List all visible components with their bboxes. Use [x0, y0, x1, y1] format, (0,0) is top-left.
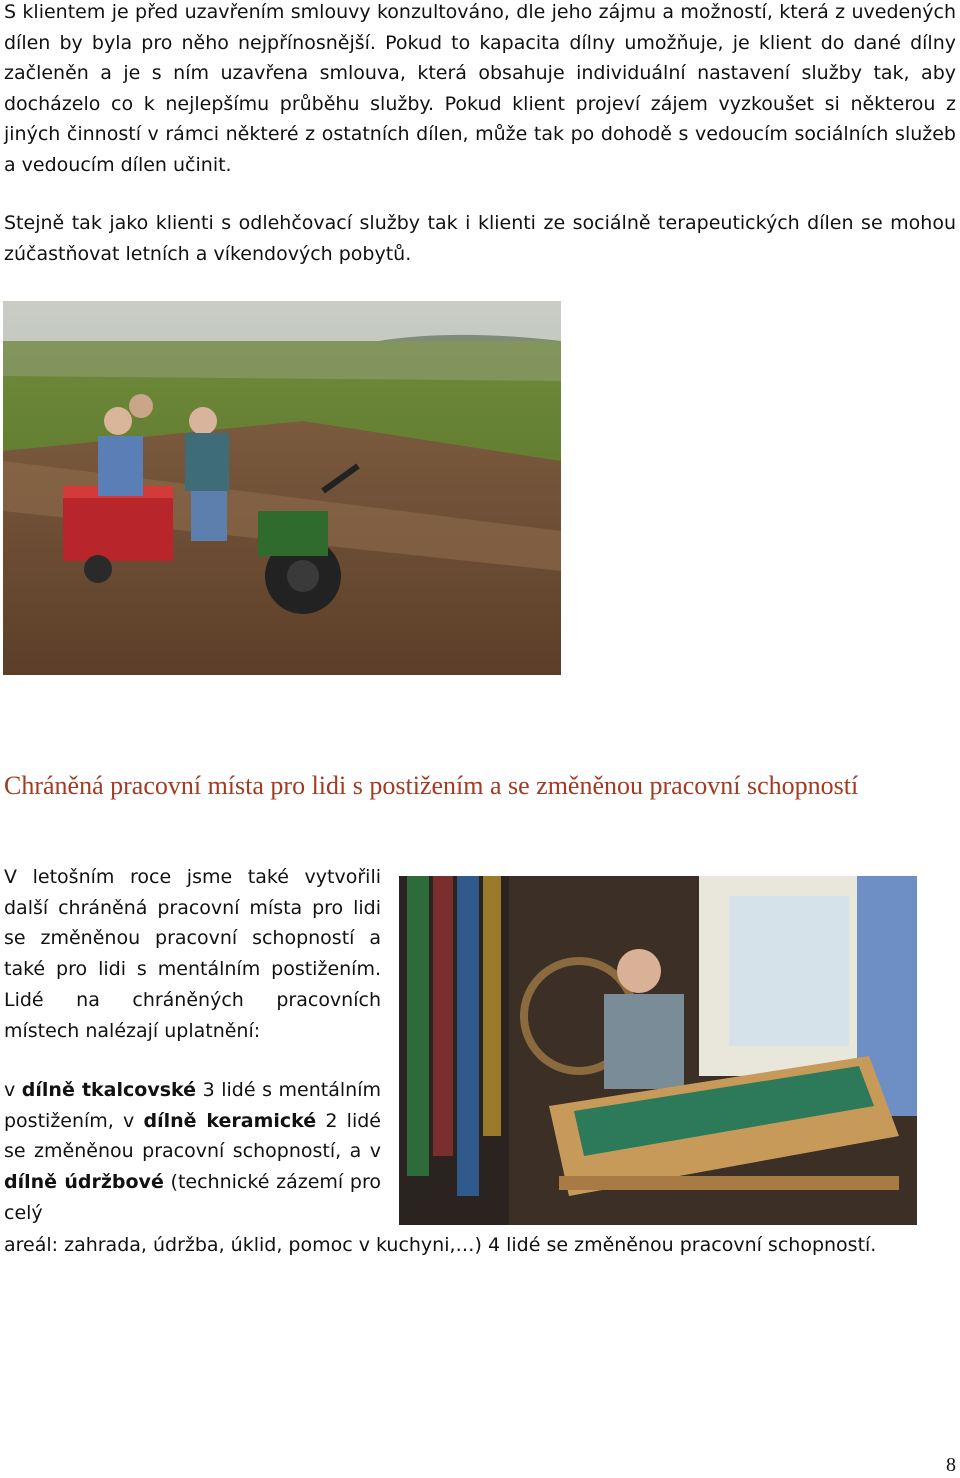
maintenance-workshop-label: dílně údržbové	[4, 1171, 164, 1194]
workshops-text-3: 2 lidé se změněnou pracovní schopností, a v	[4, 1109, 381, 1163]
ceramics-workshop-label: dílně keramické	[143, 1109, 317, 1132]
workshops-paragraph-tail: areál: zahrada, údržba, úklid, pomoc v kuchyni,…) 4 lidé se změněnou pracovní schopností.	[4, 1234, 877, 1256]
stays-paragraph: Stejně tak jako klienti s odlehčovací služby tak i klienti ze sociálně terapeutických dílen se mohou zúčastňovat letních a víkendových pobytů.	[4, 212, 956, 265]
workshops-paragraph	[4, 1075, 381, 1229]
workshops-text-4: (technické zázemí pro celý	[4, 1171, 381, 1224]
section-heading: Chráněná pracovní místa pro lidi s postižením a se změněnou pracovní schopností	[4, 771, 859, 800]
section-intro-paragraph: V letošním roce jsme také vytvořili další chráněná pracovní místa pro lidi se změněnou pracovní schopností a také pro lidi s mentálním postižením. Lidé na chráněných pracovních místech nalézají uplatnění:	[4, 866, 381, 1042]
workshops-text-1: v	[4, 1079, 22, 1101]
weaving-loom-photo	[399, 876, 917, 1225]
workshops-text-2: 3 lidé s mentálním postižením, v	[4, 1079, 381, 1132]
weaving-workshop-label: dílně tkalcovské	[21, 1079, 197, 1101]
intro-paragraph: S klientem je před uzavřením smlouvy konzultováno, dle jeho zájmu a možností, která z uvedených dílen by byla pro něho nejpřínosnější. Pokud to kapacita dílny umožňuje, je klient do dané dílny začleněn a je s ním uzavřena smlouva, která obsahuje individuální nastavení služby tak, aby docházelo co k nejlepšímu průběhu služby. Pokud klient projeví zájem vyzkoušet si některou z jiných činností v rámci některé z ostatních dílen, může tak po dohodě s vedoucím sociálních služeb a vedoucím dílen učinit.	[4, 1, 956, 176]
field-tractor-photo	[3, 301, 561, 675]
page-number: 8	[946, 1454, 956, 1476]
